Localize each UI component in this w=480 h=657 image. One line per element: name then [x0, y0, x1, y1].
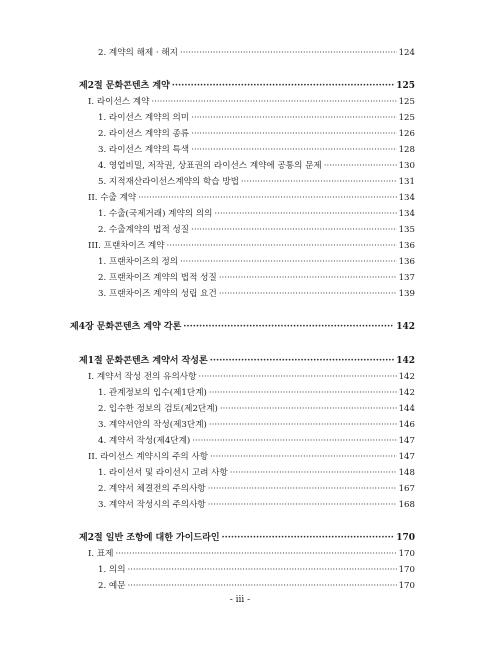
toc-entry: [98, 499, 415, 511]
leader-dots: [180, 47, 397, 59]
toc-entry: [98, 435, 415, 447]
toc-entry: [98, 403, 415, 415]
leader-dots: [210, 355, 395, 367]
toc-entry-label: 4. 영업비밀, 저작권, 상표권의 라이선스 계약에 공통의 문제: [98, 161, 322, 171]
toc-entry-page: 134: [398, 209, 415, 219]
leader-dots: [220, 403, 397, 415]
page-number: - iii -: [229, 595, 251, 605]
toc-entry-page: 142: [396, 322, 415, 332]
toc-entry-page: 146: [398, 420, 415, 430]
toc-entry-label: 2. 예문: [98, 581, 126, 591]
toc-entry: [98, 144, 415, 156]
toc-entry-label: 2. 수출계약의 법적 성질: [98, 225, 190, 235]
leader-dots: [209, 387, 397, 399]
toc-entry-page: 170: [398, 565, 415, 575]
toc-entry-label: 1. 프랜차이즈의 정의: [98, 257, 179, 267]
toc-entry-page: 142: [396, 356, 415, 366]
toc-entry-label: 2. 입수한 정보의 검토(제2단계): [98, 404, 218, 414]
toc-entry: [98, 112, 415, 124]
toc-entry-label: 3. 라이선스 계약의 특색: [98, 145, 190, 155]
toc-entry-label: I. 계약서 작성 전의 유의사항: [88, 372, 197, 382]
leader-dots: [115, 548, 396, 560]
toc-entry-label: 1. 수출(국제거래) 계약의 의의: [98, 209, 213, 219]
leader-dots: [191, 224, 396, 236]
toc-entry: [98, 160, 415, 172]
toc-entry-label: 1. 라이선서 및 라이선시 고려 사항: [98, 468, 228, 478]
toc-entry-page: 142: [398, 372, 415, 382]
toc-entry: [98, 387, 415, 399]
toc-entry: [98, 128, 415, 140]
toc-entry-page: 170: [396, 533, 415, 543]
toc-entry-label: 3. 계약서 작성시의 주의사항: [98, 500, 206, 510]
toc-entry-page: 126: [398, 129, 415, 139]
toc-entry-label: I. 표제: [88, 549, 114, 559]
leader-dots: [191, 128, 396, 140]
toc-entry-label: 3. 계약서안의 작성(제3단계): [98, 420, 207, 430]
leader-dots: [219, 272, 397, 284]
toc-entry-page: 167: [398, 484, 415, 494]
toc-entry: [98, 47, 415, 59]
toc-entry-page: 128: [398, 145, 415, 155]
toc-entry: [88, 548, 415, 560]
toc-entry-label: 2. 계약서 체결전의 주의사항: [98, 484, 206, 494]
toc-entry-page: 170: [398, 581, 415, 591]
leader-dots: [180, 256, 397, 268]
toc-entry: [98, 224, 415, 236]
toc-section-heading: [79, 80, 415, 92]
leader-dots: [209, 419, 397, 431]
toc-entry-page: 134: [398, 193, 415, 203]
toc-entry-page: 147: [398, 452, 415, 462]
toc-entry-page: 135: [398, 225, 415, 235]
toc-entry-label: 2. 프랜차이즈 계약의 법적 성질: [98, 273, 217, 283]
toc-entry-label: 제4장 문화콘텐츠 계약 각론: [70, 322, 182, 332]
leader-dots: [208, 499, 397, 511]
toc-section-heading: [79, 355, 415, 367]
toc-entry-page: 125: [398, 97, 415, 107]
toc-entry-page: 125: [398, 113, 415, 123]
toc-entry-label: 2. 계약의 해제 · 해지: [98, 48, 178, 58]
toc-entry-page: 131: [398, 177, 415, 187]
leader-dots: [128, 564, 397, 576]
toc-entry: [98, 176, 415, 188]
toc-entry-label: 4. 계약서 작성(제4단계): [98, 436, 191, 446]
toc-entry-label: 1. 의의: [98, 565, 126, 575]
toc-entry-label: II. 라이선스 계약시의 주의 사항: [88, 452, 209, 462]
toc-entry-label: 1. 관계정보의 입수(제1단계): [98, 388, 207, 398]
leader-dots: [222, 532, 395, 544]
toc-entry-page: 144: [398, 404, 415, 414]
leader-dots: [191, 112, 396, 124]
leader-dots: [167, 240, 397, 252]
toc-entry-label: 1. 라이선스 계약의 의미: [98, 113, 190, 123]
toc-entry: [98, 256, 415, 268]
toc-entry-label: II. 수출 계약: [88, 193, 137, 203]
toc-entry-page: 170: [398, 549, 415, 559]
toc-entry-page: 148: [398, 468, 415, 478]
leader-dots: [198, 371, 396, 383]
toc-entry-page: 136: [398, 257, 415, 267]
toc-entry-page: 147: [398, 436, 415, 446]
toc-entry: [98, 208, 415, 220]
toc-entry-label: 제2절 문화콘텐츠 계약: [79, 81, 170, 91]
leader-dots: [192, 435, 396, 447]
leader-dots: [183, 321, 394, 333]
leader-dots: [210, 451, 397, 463]
leader-dots: [191, 144, 396, 156]
toc-section-heading: [79, 532, 415, 544]
leader-dots: [128, 580, 397, 592]
leader-dots: [172, 80, 394, 92]
leader-dots: [230, 467, 397, 479]
toc-entry: [88, 192, 415, 204]
leader-dots: [151, 96, 396, 108]
toc-entry-page: 124: [398, 48, 415, 58]
leader-dots: [208, 483, 397, 495]
toc-entry: [98, 580, 415, 592]
toc-entry: [98, 272, 415, 284]
toc-entry: [88, 240, 415, 252]
toc-entry: [98, 467, 415, 479]
toc-entry-page: 168: [398, 500, 415, 510]
toc-entry: [88, 96, 415, 108]
toc-entry-page: 130: [398, 161, 415, 171]
toc-entry-page: 125: [396, 81, 415, 91]
toc-entry: [98, 288, 415, 300]
toc-entry: [88, 371, 415, 383]
toc-entry: [98, 419, 415, 431]
toc-entry-page: 139: [398, 289, 415, 299]
toc-entry-page: 142: [398, 388, 415, 398]
toc-entry: [98, 564, 415, 576]
toc-entry-label: III. 프랜차이즈 계약: [88, 241, 165, 251]
toc-entry-label: 제2절 일반 조항에 대한 가이드라인: [79, 533, 220, 543]
toc-entry-label: 2. 라이선스 계약의 종류: [98, 129, 190, 139]
toc-entry-label: I. 라이선스 계약: [88, 97, 150, 107]
toc-entry-label: 3. 프랜차이즈 계약의 성립 요건: [98, 289, 217, 299]
leader-dots: [324, 160, 397, 172]
toc-entry: [98, 483, 415, 495]
toc-entry: [88, 451, 415, 463]
toc-entry-label: 5. 지적재산라이선스계약의 학습 방법: [98, 177, 239, 187]
leader-dots: [214, 208, 396, 220]
toc-entry-page: 136: [398, 241, 415, 251]
toc-entry-label: 제1절 문화콘텐츠 계약서 작성론: [79, 356, 208, 366]
leader-dots: [241, 176, 397, 188]
leader-dots: [138, 192, 396, 204]
toc-chapter-heading: [70, 321, 415, 333]
leader-dots: [219, 288, 397, 300]
toc-entry-page: 137: [398, 273, 415, 283]
